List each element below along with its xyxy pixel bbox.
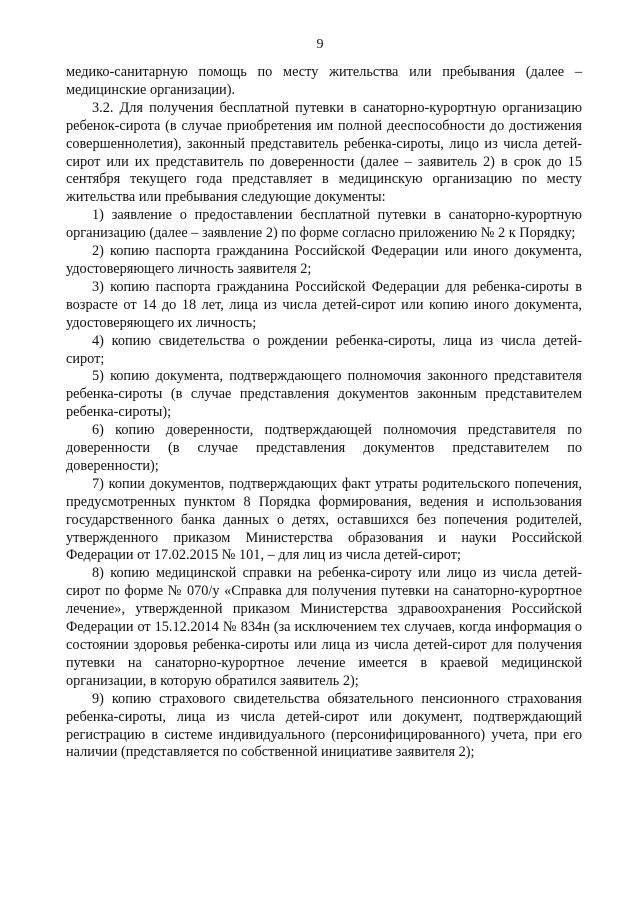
list-item-3: 3) копию паспорта гражданина Российской Федерации для ребенка-сироты в возрасте от 14 до 18 лет, лица из числа детей-сирот или копию иного документа, удостоверяющего их личность; <box>66 278 582 331</box>
list-item-6: 6) копию доверенности, подтверждающей полномочия представителя по доверенности (в случае представления документов представителем по доверенности); <box>66 422 582 474</box>
list-item-8: 8) копию медицинской справки на ребенка-сироту или лицо из числа детей-сирот по форме № 070/у «Справка для получения путевки на санаторно-курортное лечение», утвержденной приказом Министерства здравоохранения Российской Федерации от 15.12.2014 № 834н (за исключением тех случаев, когда информация о состоянии здоровья ребенка-сироты или лица из числа детей-сирот для получения путевки на санаторно-курортное лечение имеется в краевой медицинской организации, в которую обратился заявитель 2); <box>66 565 582 689</box>
paragraph-continuation: медико-санитарную помощь по месту жительства или пребывания (далее – медицинские организации). <box>66 64 582 98</box>
list-item-4: 4) копию свидетельства о рождении ребенка-сироты, лица из числа детей-сирот; <box>66 332 582 367</box>
document-body <box>66 64 582 762</box>
list-item-9: 9) копию страхового свидетельства обязательного пенсионного страхования ребенка-сироты, лица из числа детей-сирот или документ, подтверждающий регистрацию в системе индивидуального (персонифицированного) учета, при его наличии (представляется по собственной инициативе заявителя 2); <box>66 690 582 761</box>
paragraph-section-3-2: 3.2. Для получения бесплатной путевки в санаторно-курортную организацию ребенок-сирота (в случае приобретения им полной дееспособности до достижения совершеннолетия), законный представитель ребенка-сироты, лицо из числа детей-сирот или их представитель по доверенности (далее – заявитель 2) в срок до 15 сентября текущего года представляет в медицинскую организацию по месту жительства или пребывания следующие документы: <box>66 99 582 206</box>
page-number: 9 <box>316 37 324 52</box>
list-item-5: 5) копию документа, подтверждающего полномочия законного представителя ребенка-сироты (в случае представления документов законным представителем ребенка-сироты); <box>66 368 582 421</box>
list-item-2: 2) копию паспорта гражданина Российской Федерации или иного документа, удостоверяющего личность заявителя 2; <box>66 243 582 277</box>
list-item-1: 1) заявление о предоставлении бесплатной путевки в санаторно-курортную организацию (далее – заявление 2) по форме согласно приложению № 2 к Порядку; <box>66 207 582 242</box>
list-item-7: 7) копии документов, подтверждающих факт утраты родительского попечения, предусмотренных пунктом 8 Порядка формирования, ведения и использования государственного банка данных о детях, оставшихся без попечения родителей, утвержденного приказом Министерства образования и науки Российской Федерации от 17.02.2015 № 101, – для лиц из числа детей-сирот; <box>66 475 582 564</box>
